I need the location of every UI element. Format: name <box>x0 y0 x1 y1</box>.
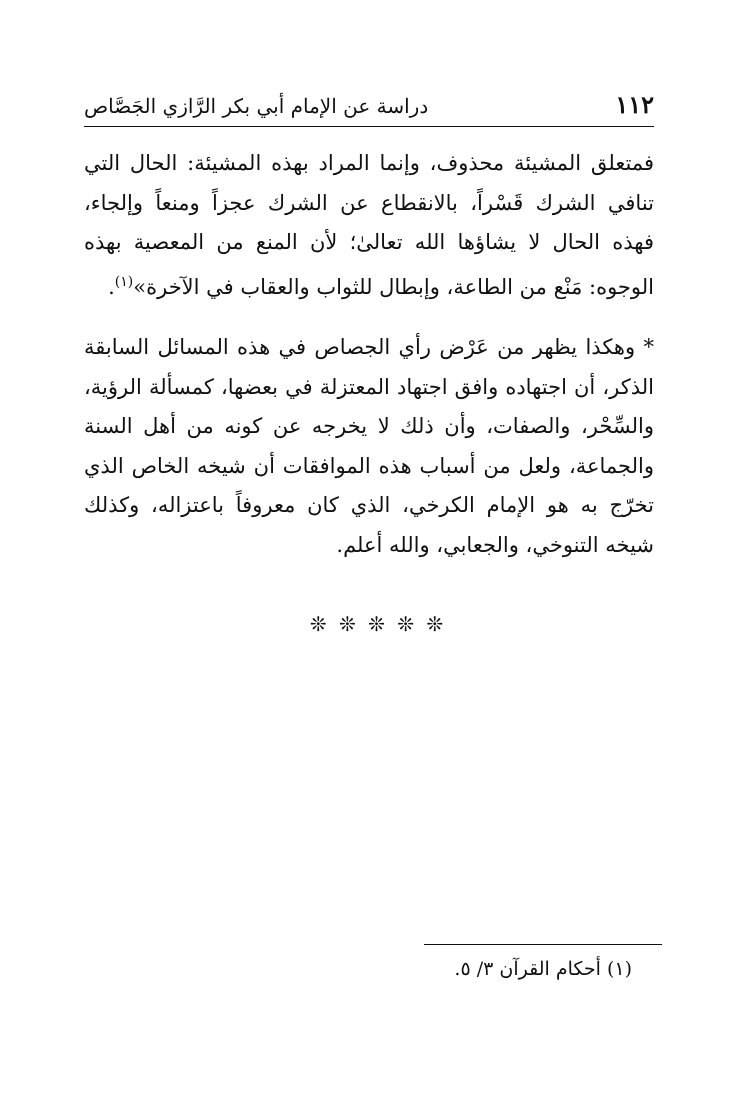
paragraph-1-end: . <box>108 274 115 299</box>
header-rule <box>84 126 654 127</box>
footnote: (١) أحكام القرآن ٣/ ٥. <box>454 958 632 980</box>
page-header <box>84 86 654 126</box>
paragraph-1 <box>84 144 654 307</box>
main-text <box>84 144 654 565</box>
footnote-rule <box>424 944 662 945</box>
paragraph-1-text: فمتعلق المشيئة محذوف، وإنما المراد بهذه المشيئة: الحال التي تنافي الشرك قَسْراً، بالانقطاع عن الشرك عجزاً ومنعاً وإلجاء، فهذه الحال لا يشاؤها الله تعالىٰ؛ لأن المنع من المعصية بهذه الوجوه: مَنْع من الطاعة، وإبطال للثواب والعقاب في الآخرة» <box>84 151 654 299</box>
footnote-mark: (١) <box>114 273 134 290</box>
page-number: ١١٢ <box>615 90 654 119</box>
section-separator: ❊ ❊ ❊ ❊ ❊ <box>309 612 447 636</box>
paragraph-2: * وهكذا يظهر من عَرْض رأي الجصاص في هذه المسائل السابقة الذكر، أن اجتهاده وافق اجتهاد المعتزلة في بعضها، كمسألة الرؤية، والسِّحْر، والصفات، وأن ذلك لا يخرجه عن كونه من أهل السنة والجماعة، ولعل من أسباب هذه الموافقات أن شيخه الخاص الذي تخرّج به هو الإمام الكرخي، الذي كان معروفاً باعتزاله، وكذلك شيخه التنوخي، والجعابي، والله أعلم. <box>84 335 654 557</box>
running-title: دراسة عن الإمام أبي بكر الرَّازي الجَصَّاص <box>84 94 429 118</box>
